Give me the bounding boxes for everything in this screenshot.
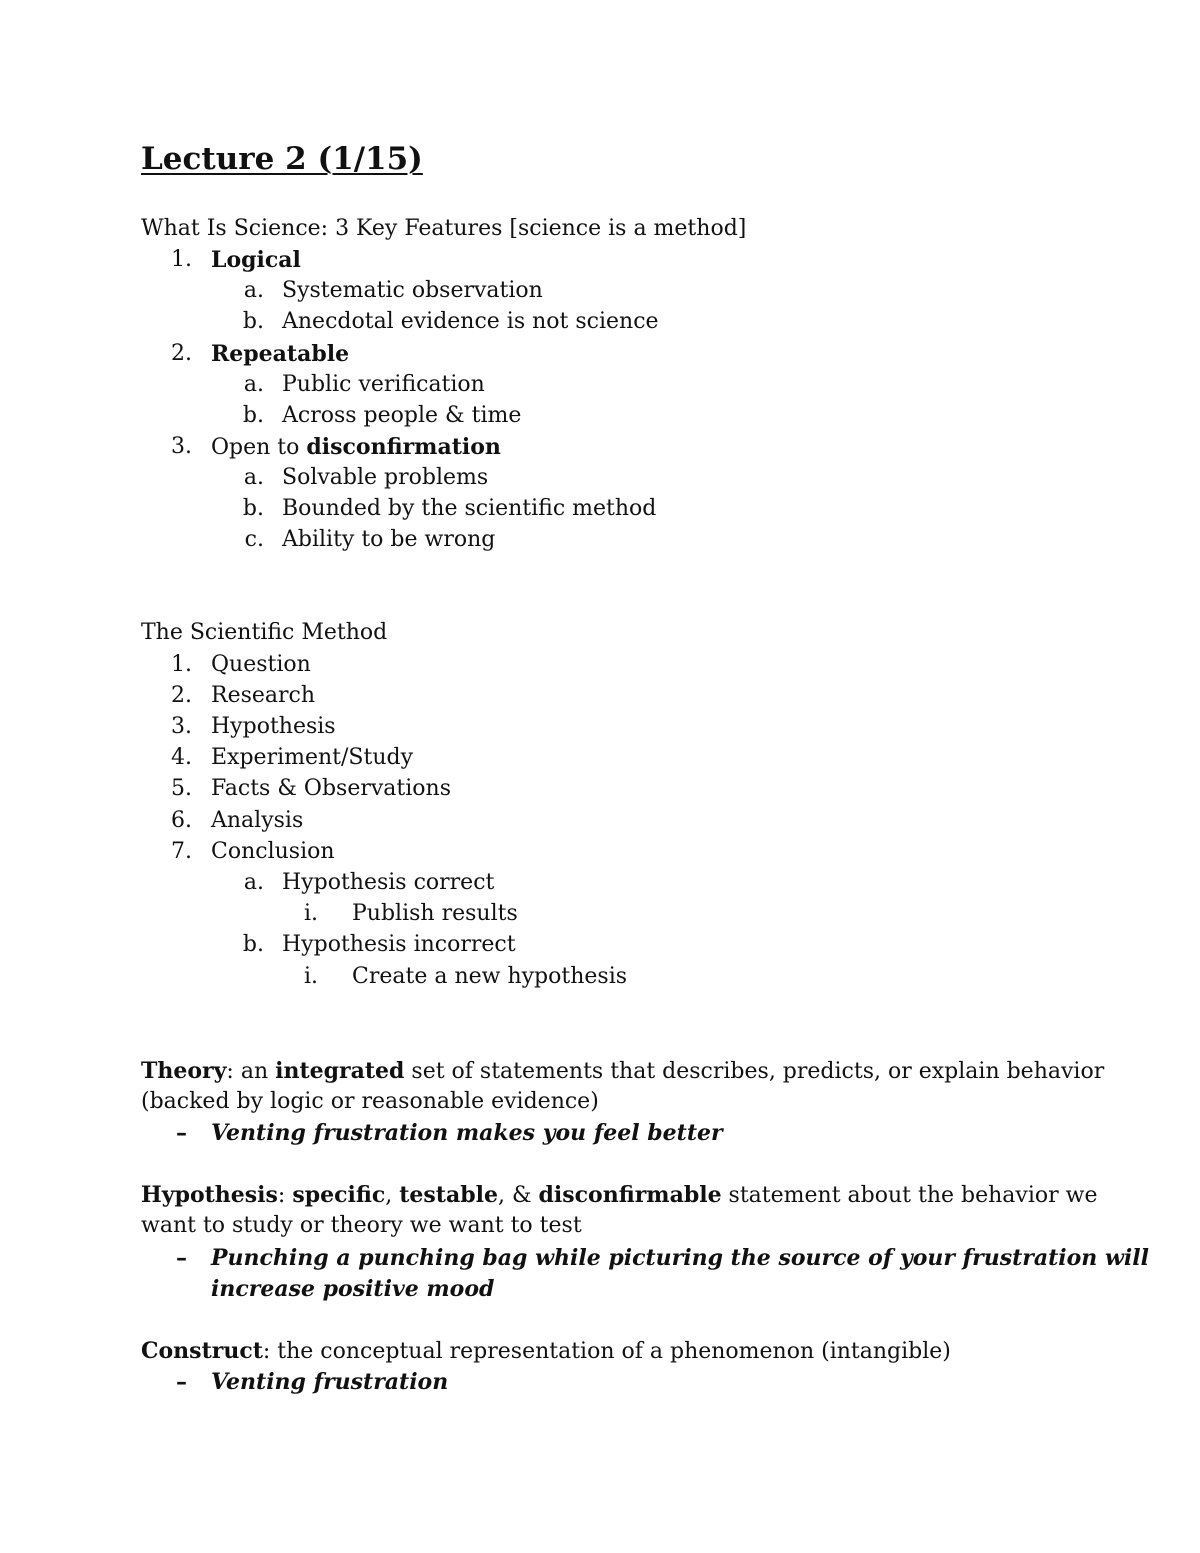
hypothesis-example-cont: increase positive mood [211, 1276, 495, 1302]
list-letter: b. [242, 403, 264, 428]
definition-term: Hypothesis [141, 1182, 278, 1208]
list-item: Anecdotal evidence is not science [282, 309, 659, 334]
list-item: Hypothesis correct [282, 870, 495, 895]
theory-example: Venting frustration makes you feel better [211, 1120, 723, 1146]
hypothesis-definition-cont: want to study or theory we want to test [141, 1213, 582, 1238]
list-item: Hypothesis incorrect [282, 932, 516, 957]
list-roman: i. [303, 964, 318, 989]
list-letter: a. [243, 465, 264, 490]
theory-definition: Theory: an integrated set of statements that describes, predicts, or explain behavior [141, 1058, 1105, 1084]
dash-bullet: – [176, 1369, 187, 1395]
list-letter: a. [243, 870, 264, 895]
method-step: Facts & Observations [211, 776, 451, 801]
feature-label: disconfirmation [306, 434, 501, 460]
science-heading: What Is Science: 3 Key Features [science is a method] [141, 216, 747, 241]
list-letter: b. [242, 309, 264, 334]
construct-example: Venting frustration [211, 1369, 449, 1395]
method-step: Hypothesis [211, 714, 336, 739]
list-number: 1. [171, 247, 192, 272]
list-item: Solvable problems [282, 465, 489, 490]
feature-logical: Logical [211, 247, 301, 273]
list-number: 2. [171, 683, 192, 708]
feature-repeatable: Repeatable [211, 341, 350, 367]
list-item: Publish results [352, 901, 518, 926]
list-letter: c. [244, 527, 264, 552]
method-step: Question [211, 652, 311, 677]
list-letter: b. [242, 496, 264, 521]
page-title: Lecture 2 (1/15) [141, 141, 423, 177]
construct-definition: Construct: the conceptual representation of a phenomenon (intangible) [141, 1338, 951, 1364]
list-number: 3. [171, 714, 192, 739]
list-item: Across people & time [282, 403, 522, 428]
list-roman: i. [303, 901, 318, 926]
list-item: Systematic observation [282, 278, 543, 303]
method-step: Conclusion [211, 839, 335, 864]
list-item: Public verification [282, 372, 485, 397]
list-number: 7. [171, 839, 192, 864]
method-step: Analysis [211, 808, 304, 833]
dash-bullet: – [176, 1245, 187, 1271]
list-letter: a. [243, 372, 264, 397]
list-number: 4. [171, 745, 192, 770]
hypothesis-definition: Hypothesis: specific, testable, & disconfirmable statement about the behavior we [141, 1182, 1098, 1208]
list-letter: a. [243, 278, 264, 303]
list-item: Create a new hypothesis [352, 964, 628, 989]
list-number: 6. [171, 808, 192, 833]
list-number: 1. [171, 652, 192, 677]
feature-prefix: Open to [211, 435, 307, 460]
list-number: 5. [171, 776, 192, 801]
list-item: Bounded by the scientific method [282, 496, 657, 521]
hypothesis-example: Punching a punching bag while picturing the source of your frustration will [211, 1245, 1149, 1271]
dash-bullet: – [176, 1120, 187, 1146]
method-heading: The Scientific Method [141, 620, 388, 645]
feature-disconfirmation [211, 436, 501, 459]
method-step: Research [211, 683, 316, 708]
list-letter: b. [242, 932, 264, 957]
definition-term: Construct [141, 1338, 263, 1364]
method-step: Experiment/Study [211, 745, 414, 770]
list-number: 2. [171, 341, 192, 366]
definition-key: integrated [275, 1058, 405, 1084]
definition-term: Theory [141, 1058, 227, 1084]
list-item: Ability to be wrong [282, 527, 496, 552]
theory-definition-cont: (backed by logic or reasonable evidence) [141, 1089, 599, 1114]
list-number: 3. [171, 434, 192, 459]
